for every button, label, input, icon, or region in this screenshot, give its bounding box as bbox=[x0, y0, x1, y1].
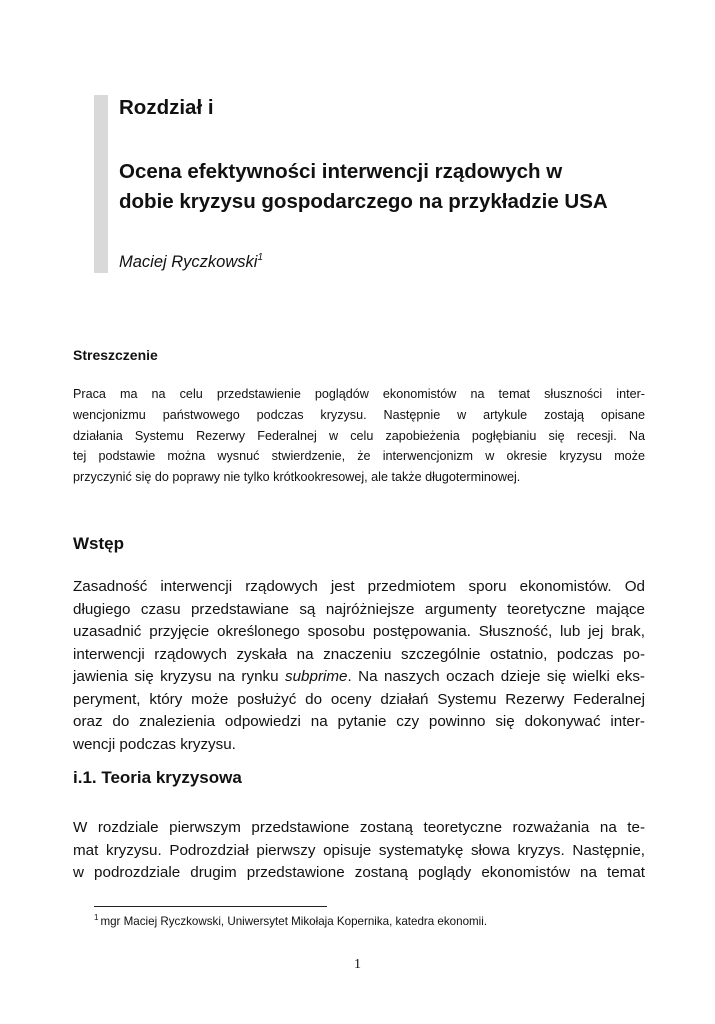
abstract-body bbox=[73, 384, 645, 488]
abstract-heading: Streszczenie bbox=[73, 347, 158, 363]
body-line: długiego czasu przedstawiane są najróżniejsze argumenty teoretyczne mające bbox=[73, 600, 645, 618]
abstract-line: tej podstawie można wysnuć stwierdzenie, że interwencjonizm w okresie kryzysu może bbox=[73, 449, 645, 464]
chapter-title-line: dobie kryzysu gospodarczego na przykładzie USA bbox=[119, 190, 608, 213]
author-footnote-mark: 1 bbox=[257, 252, 263, 263]
body-line: interwencji rządowych zyskała na znaczeniu szczególnie ostatnio, podczas po- bbox=[73, 645, 645, 663]
footnote-divider bbox=[94, 906, 327, 907]
body-line bbox=[73, 666, 645, 689]
footnote-text: mgr Maciej Ryczkowski, Uniwersytet Mikołaja Kopernika, katedra ekonomii. bbox=[100, 915, 488, 928]
body-text-segment: jawienia się kryzysu na rynku bbox=[73, 668, 286, 685]
intro-paragraph bbox=[73, 576, 645, 756]
chapter-title-line: Ocena efektywności interwencji rządowych w bbox=[119, 160, 563, 183]
page-number: 1 bbox=[354, 957, 361, 972]
section-heading-theory: i.1. Teoria kryzysowa bbox=[73, 768, 242, 787]
body-line: oraz do znalezienia odpowiedzi na pytanie czy powinno się dokonywać inter- bbox=[73, 713, 645, 730]
chapter-title bbox=[119, 157, 608, 217]
body-line: Zasadność interwencji rządowych jest przedmiotem sporu ekonomistów. Od bbox=[73, 578, 645, 595]
body-line: wencji podczas kryzysu. bbox=[73, 735, 236, 753]
body-line: w podrozdziale drugim przedstawione zostaną poglądy ekonomistów na temat bbox=[73, 864, 645, 881]
abstract-line: działania Systemu Rezerwy Federalnej w celu zapobieżenia pogłębianiu się recesji. Na bbox=[73, 428, 645, 443]
footnote-mark: 1 bbox=[94, 913, 99, 922]
body-line: uzasadnić przyjęcie określonego sposobu postępowania. Słuszność, lub jej brak, bbox=[73, 623, 645, 640]
author-name bbox=[119, 250, 263, 274]
author-name-text: Maciej Ryczkowski bbox=[119, 253, 258, 271]
abstract-line: przyczynić się do poprawy nie tylko krótkookresowej, ale także długoterminowej. bbox=[73, 470, 521, 485]
italic-term: subprime bbox=[285, 668, 348, 685]
title-accent-bar bbox=[94, 95, 108, 273]
chapter-label: Rozdział i bbox=[119, 96, 214, 119]
body-text-segment: . Na naszych oczach dzieje się wielki eks- bbox=[347, 668, 645, 685]
abstract-line: Praca ma na celu przedstawienie poglądów ekonomistów na temat słuszności inter- bbox=[73, 387, 645, 401]
body-line: mat kryzysu. Podrozdział pierwszy opisuje systematykę słowa kryzys. Następnie, bbox=[73, 841, 645, 859]
theory-paragraph bbox=[73, 817, 645, 885]
section-heading-intro: Wstęp bbox=[73, 534, 124, 553]
body-line: W rozdziale pierwszym przedstawione zostaną teoretyczne rozważania na te- bbox=[73, 819, 645, 836]
abstract-line: wencjonizmu państwowego podczas kryzysu. Następnie w artykule zostają opisane bbox=[73, 407, 645, 422]
body-line: peryment, który może posłużyć do oceny działań Systemu Rezerwy Federalnej bbox=[73, 690, 645, 708]
footnote bbox=[94, 912, 487, 932]
